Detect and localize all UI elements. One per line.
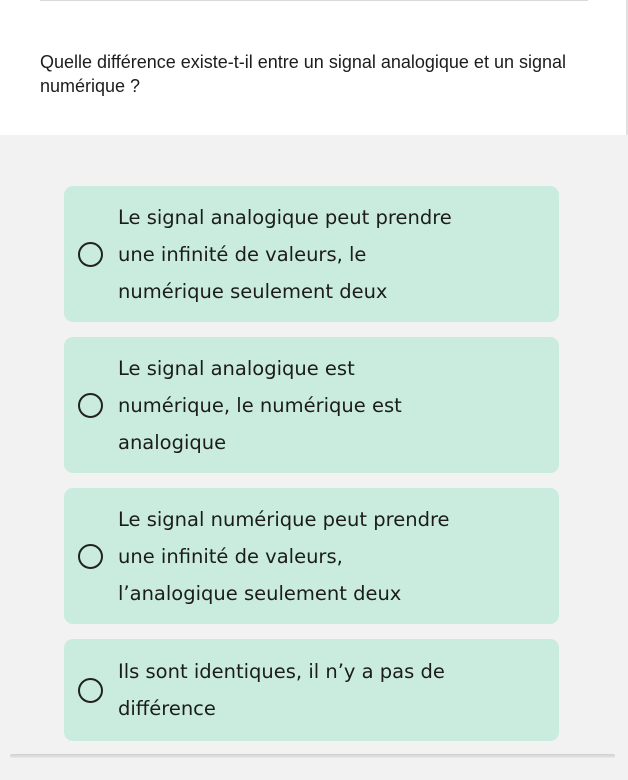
bottom-divider xyxy=(10,754,615,758)
answer-option-2-label: Le signal analogique est numérique, le numérique est analogique xyxy=(118,356,402,454)
answer-option-3-label: Le signal numérique peut prendre une infinité de valeurs, l’analogique seulement deux xyxy=(118,507,450,605)
question-text: Quelle différence existe-t-il entre un signal analogique et un signal numérique ? xyxy=(40,52,566,96)
radio-button-4[interactable] xyxy=(78,678,103,703)
answer-options xyxy=(64,186,559,756)
radio-button-2[interactable] xyxy=(78,393,103,418)
answer-option-4[interactable] xyxy=(64,639,559,741)
answer-option-2[interactable] xyxy=(64,337,559,473)
answer-option-1-label: Le signal analogique peut prendre une infinité de valeurs, le numérique seulement deux xyxy=(118,205,452,303)
question-panel xyxy=(0,0,626,135)
answer-option-3[interactable] xyxy=(64,488,559,624)
radio-button-3[interactable] xyxy=(78,544,103,569)
radio-button-1[interactable] xyxy=(78,242,103,267)
top-divider xyxy=(40,0,588,1)
answer-option-4-label: Ils sont identiques, il n’y a pas de différence xyxy=(118,660,445,720)
answer-option-1[interactable] xyxy=(64,186,559,322)
